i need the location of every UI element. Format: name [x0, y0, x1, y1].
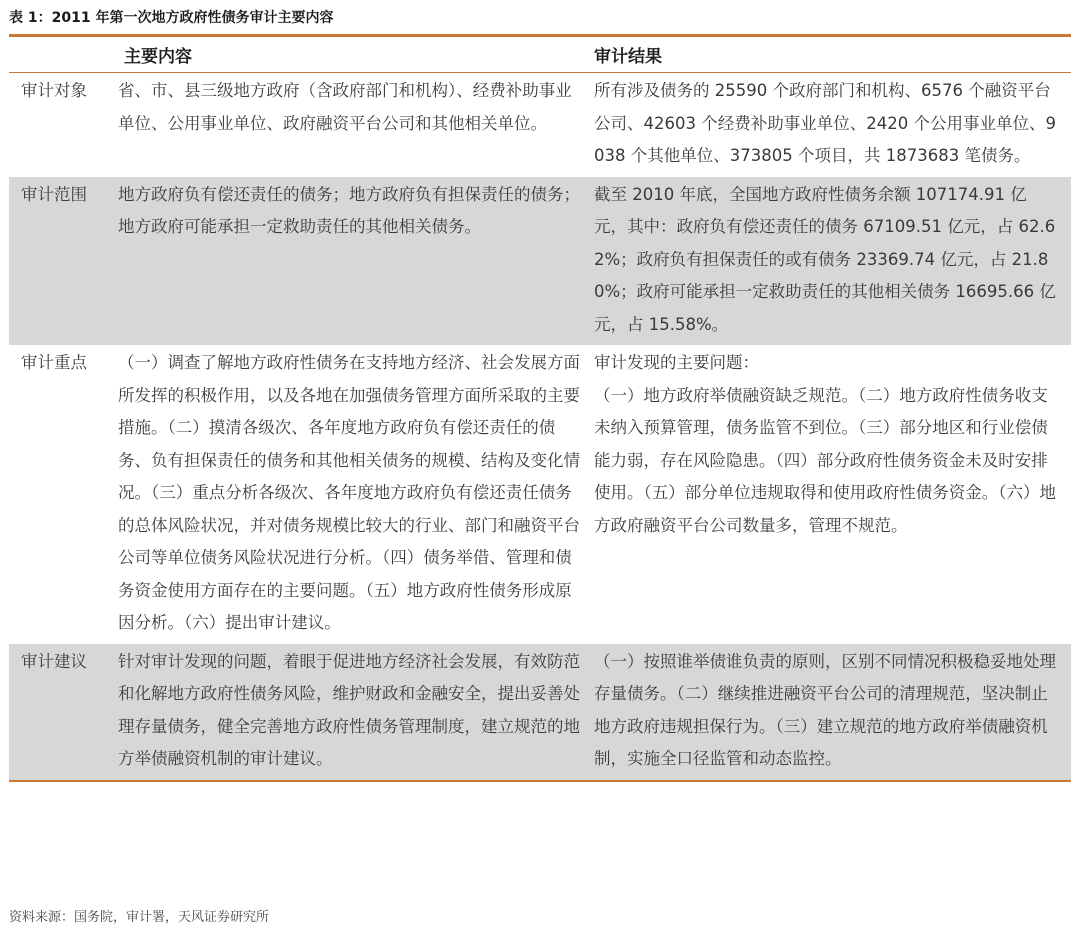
- table-row-audit-focus: [9, 345, 1071, 644]
- header-audit-result: 审计结果: [594, 37, 1071, 73]
- table-row-audit-object: [9, 73, 1071, 177]
- table-header-row: [9, 37, 1071, 73]
- row-result: （一）按照谁举债谁负责的原则，区别不同情况积极稳妥地处理存量债务。（二）继续推进融资平台公司的清理规范，坚决制止地方政府违规担保行为。（三）建立规范的地方政府举债融资机制，实施全口径监管和动态监控。: [594, 644, 1071, 781]
- row-result: 所有涉及债务的 25590 个政府部门和机构、6576 个融资平台公司、42603 个经费补助事业单位、2420 个公用事业单位、9038 个其他单位、373805 个项目，共 1873683 笔债务。: [594, 81, 1056, 165]
- row-label: 审计对象: [21, 81, 87, 100]
- audit-content-table: [9, 37, 1071, 782]
- header-main-content: 主要内容: [9, 37, 594, 73]
- row-result: （一）地方政府举债融资缺乏规范。（二）地方政府性债务收支未纳入预算管理，债务监管不到位。（三）部分地区和行业偿债能力弱，存在风险隐患。（四）部分政府性债务资金未及时安排使用。（五）部分单位违规取得和使用政府性债务资金。（六）地方政府融资平台公司数量多，管理不规范。: [594, 385, 1056, 535]
- row-label: 审计重点: [21, 353, 87, 372]
- row-content: （一）调查了解地方政府性债务在支持地方经济、社会发展方面所发挥的积极作用，以及各地在加强债务管理方面所采取的主要措施。（二）摸清各级次、各年度地方政府负有偿还责任的债务、负有担保责任的债务和其他相关债务的规模、结构及变化情况。（三）重点分析各级次、各年度地方政府负有偿还责任债务的总体风险状况，并对债务规模比较大的行业、部门和融资平台公司等单位债务风险状况进行分析。（四）债务举借、管理和债务资金使用方面存在的主要问题。（五）地方政府性债务形成原因分析。（六）提出审计建议。: [118, 353, 580, 632]
- row-content: 地方政府负有偿还责任的债务；地方政府负有担保责任的债务；地方政府可能承担一定救助责任的其他相关债务。: [114, 177, 594, 346]
- source-note: 资料来源：国务院，审计署，天风证券研究所: [9, 910, 270, 925]
- row-label: 审计建议: [9, 644, 114, 781]
- row-content: 针对审计发现的问题，着眼于促进地方经济社会发展，有效防范和化解地方政府性债务风险，维护财政和金融安全，提出妥善处理存量债务，健全完善地方政府性债务管理制度，建立规范的地方举债融资机制的审计建议。: [114, 644, 594, 781]
- row-result-intro: 审计发现的主要问题：: [594, 353, 759, 372]
- row-result: 截至 2010 年底，全国地方政府性债务余额 107174.91 亿元，其中：政府负有偿还责任的债务 67109.51 亿元，占 62.62%；政府负有担保责任的或有债务 23369.74 亿元，占 21.80%；政府可能承担一定救助责任的其他相关债务 16695.66 亿元，占 15.58%。: [594, 177, 1071, 346]
- table-row-audit-suggestion: [9, 644, 1071, 781]
- row-label: 审计范围: [9, 177, 114, 346]
- table-row-audit-scope: [9, 177, 1071, 346]
- row-result-cell: [594, 345, 1071, 644]
- row-content: 省、市、县三级地方政府（含政府部门和机构）、经费补助事业单位、公用事业单位、政府融资平台公司和其他相关单位。: [118, 81, 572, 133]
- table-caption: 表 1：2011 年第一次地方政府性债务审计主要内容: [9, 10, 334, 26]
